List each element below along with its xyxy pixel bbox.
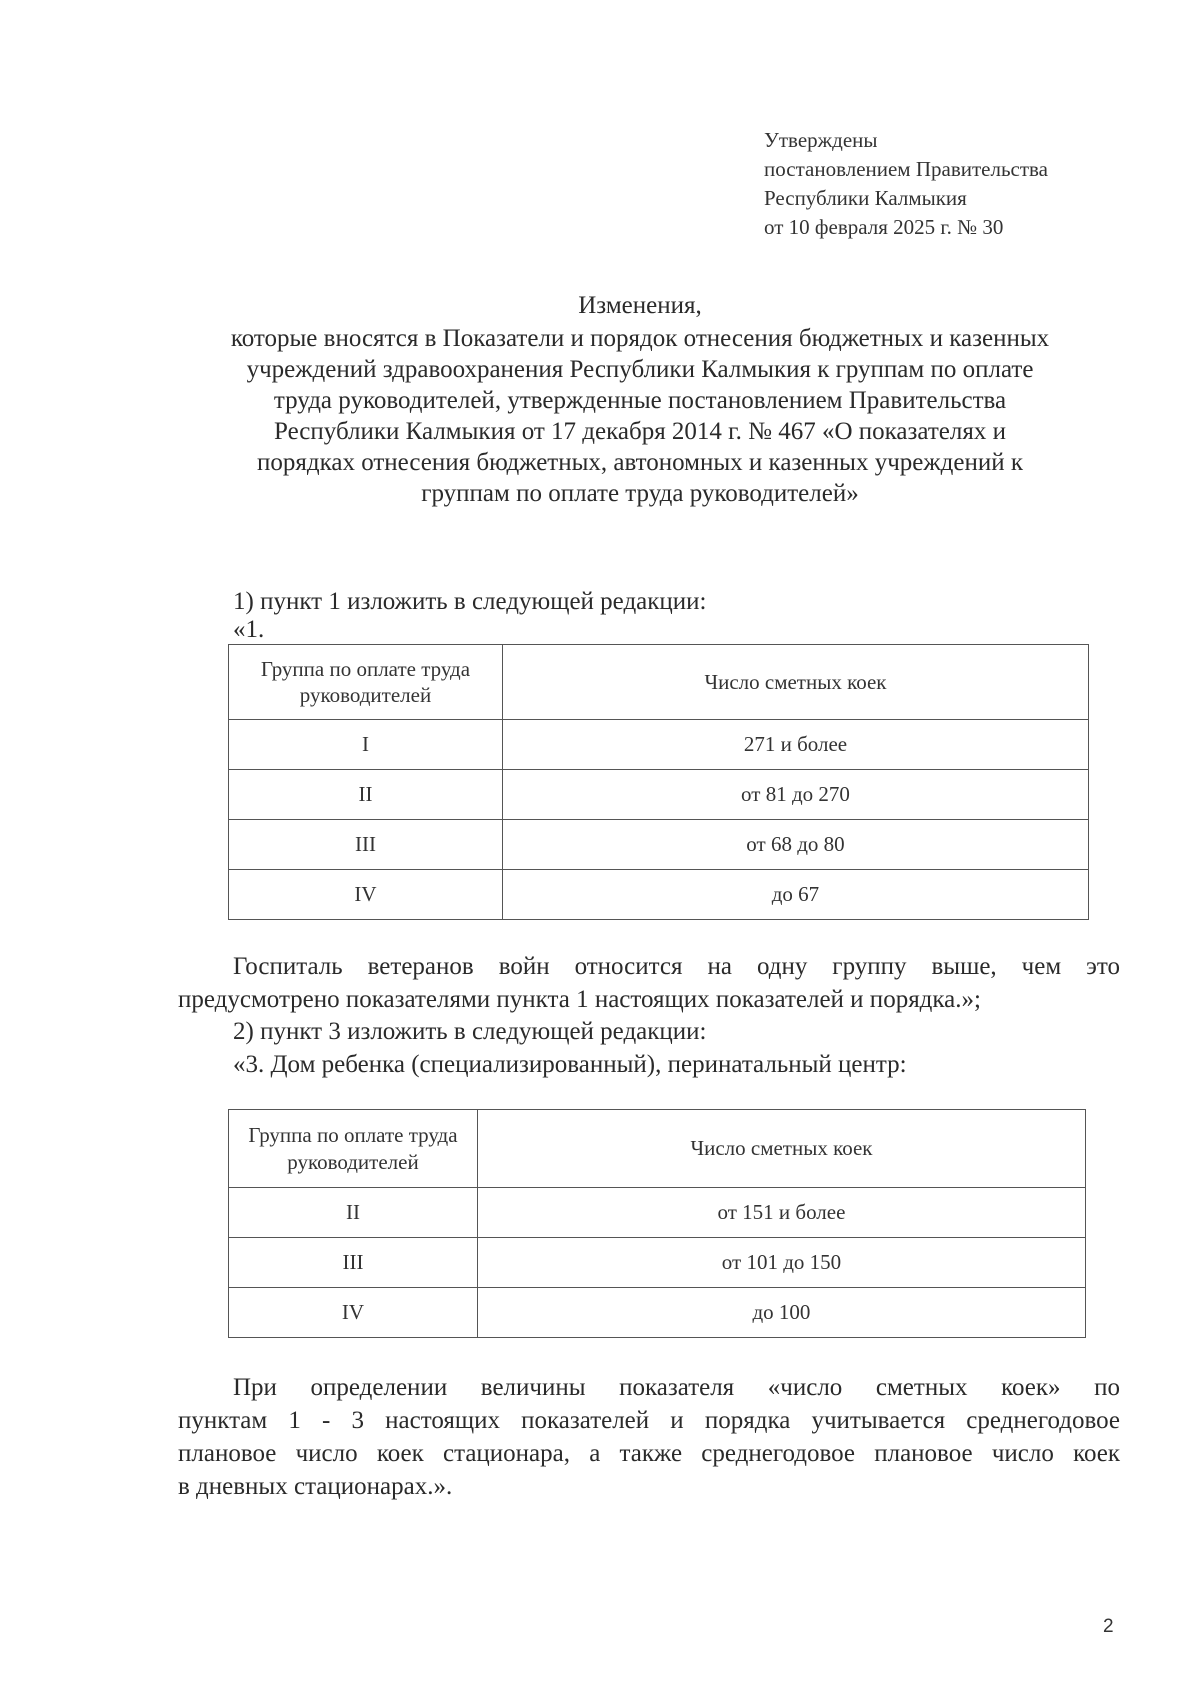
final-note bbox=[178, 1371, 1120, 1503]
page-number: 2 bbox=[1103, 1616, 1114, 1637]
table-cell-beds: до 100 bbox=[477, 1288, 1085, 1338]
table-header-row bbox=[229, 645, 1089, 720]
table-cell-beds: от 101 до 150 bbox=[477, 1238, 1085, 1288]
table-cell-group: III bbox=[229, 1238, 478, 1288]
table-row bbox=[229, 1288, 1086, 1338]
table-cell-group: I bbox=[229, 720, 503, 770]
document-title bbox=[160, 290, 1120, 509]
hospital-note-line: Госпиталь ветеранов войн относится на одну группу выше, чем это bbox=[233, 953, 1120, 980]
table-header-beds: Число сметных коек bbox=[502, 645, 1088, 720]
table-header-beds: Число сметных коек bbox=[477, 1110, 1085, 1188]
final-note-line: в дневных стационарах.». bbox=[178, 1473, 453, 1500]
hospital-note bbox=[178, 950, 1120, 1016]
final-note-line: плановое число коек стационара, а также среднегодовое плановое число коек bbox=[178, 1440, 1120, 1467]
table-header-group: Группа по оплате труда руководителей bbox=[229, 645, 503, 720]
table-row bbox=[229, 1238, 1086, 1288]
table-cell-group: II bbox=[229, 1188, 478, 1238]
title-line: учреждений здравоохранения Республики Калмыкия к группам по оплате bbox=[246, 356, 1034, 383]
table-cell-group: IV bbox=[229, 870, 503, 920]
title-heading: Изменения, bbox=[578, 292, 702, 319]
table-cell-group: IV bbox=[229, 1288, 478, 1338]
beds-table-2 bbox=[228, 1109, 1086, 1338]
table-row bbox=[229, 870, 1089, 920]
approval-line: Республики Калмыкия bbox=[764, 186, 967, 210]
approval-line: Утверждены bbox=[764, 128, 878, 152]
item1-intro: 1) пункт 1 изложить в следующей редакции: bbox=[233, 588, 707, 615]
item2-intro: 2) пункт 3 изложить в следующей редакции: bbox=[233, 1018, 707, 1045]
item1-clause: «1. bbox=[233, 616, 265, 643]
final-note-line: пунктам 1 - 3 настоящих показателей и порядка учитывается среднегодовое bbox=[178, 1407, 1120, 1434]
title-line: Республики Калмыкия от 17 декабря 2014 г. № 467 «О показателях и bbox=[274, 418, 1006, 445]
table-row bbox=[229, 820, 1089, 870]
table-row bbox=[229, 720, 1089, 770]
table-cell-beds: от 151 и более bbox=[477, 1188, 1085, 1238]
beds-table-1 bbox=[228, 644, 1089, 920]
table-row bbox=[229, 1188, 1086, 1238]
table-row bbox=[229, 770, 1089, 820]
approval-line: от 10 февраля 2025 г. № 30 bbox=[764, 215, 1004, 239]
table-cell-beds: до 67 bbox=[502, 870, 1088, 920]
table-cell-beds: 271 и более bbox=[502, 720, 1088, 770]
title-line: которые вносятся в Показатели и порядок отнесения бюджетных и казенных bbox=[230, 325, 1050, 352]
table-cell-beds: от 81 до 270 bbox=[502, 770, 1088, 820]
final-note-line: При определении величины показателя «число сметных коек» по bbox=[233, 1374, 1120, 1401]
table-cell-group: III bbox=[229, 820, 503, 870]
item2-clause: «3. Дом ребенка (специализированный), перинатальный центр: bbox=[233, 1051, 907, 1078]
hospital-note-line: предусмотрено показателями пункта 1 настоящих показателей и порядка.»; bbox=[178, 986, 981, 1013]
table-cell-beds: от 68 до 80 bbox=[502, 820, 1088, 870]
table-header-row bbox=[229, 1110, 1086, 1188]
table-header-group: Группа по оплате труда руководителей bbox=[229, 1110, 478, 1188]
title-line: труда руководителей, утвержденные постановлением Правительства bbox=[273, 387, 1007, 414]
title-line: порядках отнесения бюджетных, автономных и казенных учреждений к bbox=[257, 449, 1023, 476]
approval-line: постановлением Правительства bbox=[764, 157, 1049, 181]
title-line: группам по оплате труда руководителей» bbox=[421, 480, 859, 507]
approval-stamp bbox=[764, 126, 1164, 242]
table-cell-group: II bbox=[229, 770, 503, 820]
